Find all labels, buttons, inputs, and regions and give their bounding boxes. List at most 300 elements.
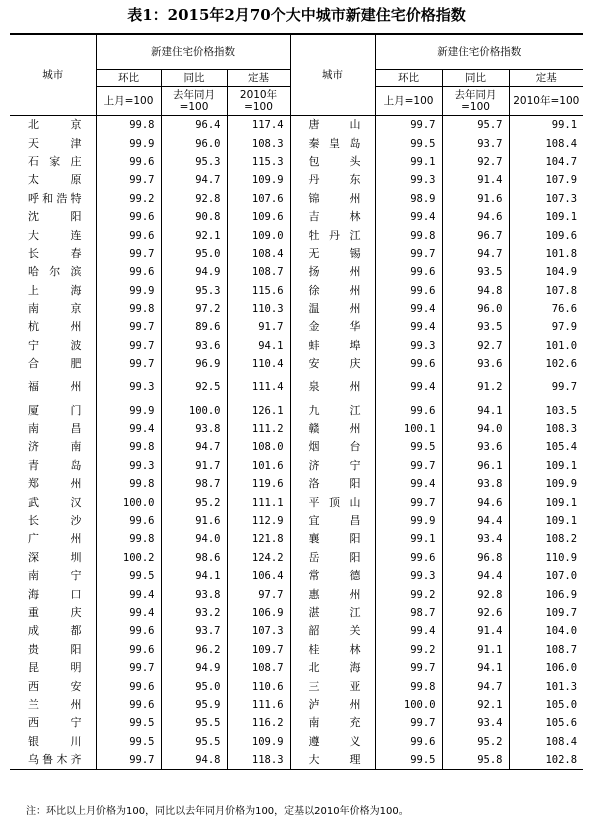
left-mom-cell: 99.8	[96, 438, 161, 456]
left-city-cell: 南 宁	[10, 567, 96, 585]
left-base-cell: 111.2	[227, 420, 290, 438]
right-yoy-cell: 94.4	[442, 512, 509, 530]
left-base-cell: 115.6	[227, 282, 290, 300]
left-base-cell: 107.6	[227, 190, 290, 208]
left-yoy-cell: 92.5	[161, 373, 227, 401]
right-city-cell: 徐 州	[290, 282, 375, 300]
right-mom-cell: 99.6	[375, 549, 442, 567]
left-base-cell: 108.4	[227, 245, 290, 263]
left-base-cell: 112.9	[227, 512, 290, 530]
left-yoy-cell: 93.8	[161, 585, 227, 603]
right-yoy-cell: 94.8	[442, 282, 509, 300]
left-yoy-cell: 100.0	[161, 401, 227, 419]
left-mom-cell: 99.9	[96, 282, 161, 300]
right-base-cell: 101.3	[545, 680, 578, 693]
left-city-cell: 沈 阳	[10, 208, 96, 226]
left-yoy-cell: 94.7	[161, 171, 227, 189]
right-city-cell: 吉 林	[290, 208, 375, 226]
left-mom-cell: 99.9	[96, 134, 161, 152]
right-base-cell: 109.9	[545, 478, 578, 491]
table-row	[10, 337, 583, 355]
left-city-cell: 长 沙	[10, 512, 96, 530]
left-mom-cell: 99.7	[96, 245, 161, 263]
right-city-cell: 桂 林	[290, 641, 375, 659]
table-row	[10, 420, 583, 438]
right-base-cell: 108.3	[545, 423, 578, 436]
left-city-cell: 兰 州	[10, 696, 96, 714]
left-mom-cell: 99.7	[96, 751, 161, 770]
table-row	[10, 530, 583, 548]
table-row	[10, 373, 583, 401]
left-city-cell: 西 安	[10, 677, 96, 695]
right-city-cell: 济 宁	[290, 457, 375, 475]
left-mom-cell: 99.3	[96, 373, 161, 401]
table-row	[10, 263, 583, 281]
right-mom-cell: 99.6	[375, 401, 442, 419]
left-city-cell: 武 汉	[10, 493, 96, 511]
right-base-cell: 99.1	[551, 119, 578, 132]
right-base-cell: 109.1	[545, 459, 578, 472]
right-yoy-cell: 92.1	[442, 696, 509, 714]
right-base-cell: 104.9	[545, 266, 578, 279]
right-yoy-cell: 94.4	[442, 567, 509, 585]
right-mom-cell: 99.4	[375, 208, 442, 226]
left-base-cell: 111.1	[227, 493, 290, 511]
right-city-cell: 北 海	[290, 659, 375, 677]
left-mom-cell: 99.4	[96, 585, 161, 603]
table-row	[10, 300, 583, 318]
left-mom-cell: 99.8	[96, 300, 161, 318]
right-mom-cell: 98.9	[375, 190, 442, 208]
left-base-cell: 110.4	[227, 355, 290, 373]
right-yoy-cell: 96.8	[442, 549, 509, 567]
left-mom-cell: 99.6	[96, 696, 161, 714]
left-base-cell: 97.7	[227, 585, 290, 603]
right-city-cell: 大 理	[290, 751, 375, 770]
right-base-cell: 103.5	[545, 404, 578, 417]
left-base-cell: 109.7	[227, 641, 290, 659]
right-city-cell: 遵 义	[290, 733, 375, 751]
right-base-cell: 108.4	[545, 137, 578, 150]
left-base-cell: 109.9	[227, 171, 290, 189]
right-yoy-cell: 91.6	[442, 190, 509, 208]
right-base-cell: 107.8	[545, 284, 578, 297]
left-mom-cell: 99.8	[96, 530, 161, 548]
right-base-cell: 104.7	[545, 155, 578, 168]
left-base-cell: 115.3	[227, 153, 290, 171]
right-mom-cell: 99.2	[375, 585, 442, 603]
left-mom-cell: 99.6	[96, 622, 161, 640]
right-mom-cell: 99.6	[375, 263, 442, 281]
mom-sub-left: 上月=100	[96, 87, 161, 116]
left-mom-cell: 99.6	[96, 153, 161, 171]
right-city-cell: 蚌 埠	[290, 337, 375, 355]
right-yoy-cell: 93.7	[442, 134, 509, 152]
left-base-cell: 126.1	[227, 401, 290, 419]
mom-header-left: 环比	[96, 70, 161, 87]
group-header-left: 新建住宅价格指数	[96, 34, 290, 70]
left-mom-cell: 99.7	[96, 659, 161, 677]
table-row	[10, 604, 583, 622]
right-city-cell: 烟 台	[290, 438, 375, 456]
right-city-cell: 襄 阳	[290, 530, 375, 548]
left-base-cell: 124.2	[227, 549, 290, 567]
left-base-cell: 107.3	[227, 622, 290, 640]
table-row	[10, 641, 583, 659]
right-city-cell: 三 亚	[290, 677, 375, 695]
right-base-cell: 76.6	[551, 303, 578, 316]
left-city-cell: 西 宁	[10, 714, 96, 732]
right-base-cell: 101.0	[545, 339, 578, 352]
group-header-right: 新建住宅价格指数	[375, 34, 583, 70]
table-row	[10, 733, 583, 751]
right-yoy-cell: 93.4	[442, 530, 509, 548]
right-city-cell: 湛 江	[290, 604, 375, 622]
left-mom-cell: 99.7	[96, 171, 161, 189]
right-yoy-cell: 94.6	[442, 493, 509, 511]
right-mom-cell: 99.7	[375, 659, 442, 677]
left-city-cell: 南 昌	[10, 420, 96, 438]
right-yoy-cell: 94.6	[442, 208, 509, 226]
right-mom-cell: 99.5	[375, 134, 442, 152]
right-yoy-cell: 93.6	[442, 438, 509, 456]
left-yoy-cell: 92.1	[161, 226, 227, 244]
left-mom-cell: 99.8	[96, 116, 161, 135]
table-row	[10, 714, 583, 732]
right-city-cell: 泸 州	[290, 696, 375, 714]
right-base-cell: 105.4	[545, 441, 578, 454]
right-mom-cell: 99.6	[375, 355, 442, 373]
right-mom-cell: 99.1	[375, 153, 442, 171]
right-city-cell: 九 江	[290, 401, 375, 419]
right-base-cell: 108.7	[545, 643, 578, 656]
left-yoy-cell: 95.0	[161, 677, 227, 695]
left-yoy-cell: 90.8	[161, 208, 227, 226]
footnote: 注：环比以上月价格为100，同比以去年同月价格为100，定基以2010年价格为100。	[26, 806, 409, 817]
left-yoy-cell: 94.9	[161, 263, 227, 281]
base-sub-left: 2010年=100	[227, 87, 290, 116]
right-city-cell: 锦 州	[290, 190, 375, 208]
table-row	[10, 659, 583, 677]
left-city-cell: 深 圳	[10, 549, 96, 567]
right-yoy-cell: 93.8	[442, 475, 509, 493]
right-mom-cell: 99.2	[375, 641, 442, 659]
table-row	[10, 355, 583, 373]
left-yoy-cell: 95.0	[161, 245, 227, 263]
right-mom-cell: 99.4	[375, 475, 442, 493]
left-base-cell: 111.6	[227, 696, 290, 714]
right-yoy-cell: 92.6	[442, 604, 509, 622]
right-city-cell: 丹 东	[290, 171, 375, 189]
right-base-cell: 97.9	[551, 321, 578, 334]
left-yoy-cell: 95.9	[161, 696, 227, 714]
mom-header-right: 环比	[375, 70, 442, 87]
right-base-cell: 109.1	[545, 496, 578, 509]
right-base-cell: 108.2	[545, 533, 578, 546]
right-city-cell: 赣 州	[290, 420, 375, 438]
table-row	[10, 401, 583, 419]
left-city-cell: 银 川	[10, 733, 96, 751]
right-mom-cell: 99.9	[375, 512, 442, 530]
right-yoy-cell: 93.5	[442, 318, 509, 336]
right-mom-cell: 99.7	[375, 457, 442, 475]
table-row	[10, 116, 583, 135]
left-city-cell: 济 南	[10, 438, 96, 456]
left-yoy-cell: 94.8	[161, 751, 227, 770]
right-base-cell: 107.3	[545, 192, 578, 205]
right-yoy-cell: 92.7	[442, 337, 509, 355]
right-mom-cell: 99.8	[375, 226, 442, 244]
right-base-cell: 105.0	[545, 698, 578, 711]
table-row	[10, 134, 583, 152]
left-city-cell: 福 州	[10, 373, 96, 401]
left-base-cell: 109.6	[227, 208, 290, 226]
table-row	[10, 318, 583, 336]
right-yoy-cell: 93.6	[442, 355, 509, 373]
right-city-cell: 泉 州	[290, 373, 375, 401]
table-row	[10, 512, 583, 530]
right-base-cell: 109.1	[545, 211, 578, 224]
left-base-cell: 109.9	[227, 733, 290, 751]
left-yoy-cell: 94.1	[161, 567, 227, 585]
left-base-cell: 108.7	[227, 263, 290, 281]
right-city-cell: 常 德	[290, 567, 375, 585]
left-mom-cell: 99.6	[96, 677, 161, 695]
base-sub-right: 2010年=100	[509, 87, 583, 116]
left-yoy-cell: 97.2	[161, 300, 227, 318]
left-yoy-cell: 93.8	[161, 420, 227, 438]
left-base-cell: 108.3	[227, 134, 290, 152]
base-header-right: 定基	[509, 70, 583, 87]
left-yoy-cell: 96.9	[161, 355, 227, 373]
right-city-cell: 岳 阳	[290, 549, 375, 567]
right-city-cell: 惠 州	[290, 585, 375, 603]
right-city-cell: 扬 州	[290, 263, 375, 281]
table-row	[10, 208, 583, 226]
left-yoy-cell: 94.9	[161, 659, 227, 677]
yoy-sub-right: 去年同月=100	[442, 87, 509, 116]
left-mom-cell: 99.4	[96, 604, 161, 622]
left-yoy-cell: 93.6	[161, 337, 227, 355]
left-city-cell: 昆 明	[10, 659, 96, 677]
table-row	[10, 438, 583, 456]
table-row	[10, 493, 583, 511]
left-yoy-cell: 95.3	[161, 153, 227, 171]
right-city-cell: 洛 阳	[290, 475, 375, 493]
right-yoy-cell: 96.7	[442, 226, 509, 244]
left-city-cell: 合 肥	[10, 355, 96, 373]
left-base-cell: 110.3	[227, 300, 290, 318]
right-base-cell: 110.9	[545, 551, 578, 564]
left-yoy-cell: 91.6	[161, 512, 227, 530]
right-base-cell: 108.4	[545, 735, 578, 748]
right-city-cell: 南 充	[290, 714, 375, 732]
right-base-cell: 101.8	[545, 247, 578, 260]
left-mom-cell: 100.2	[96, 549, 161, 567]
left-city-cell: 大 连	[10, 226, 96, 244]
left-city-cell: 重 庆	[10, 604, 96, 622]
left-city-cell: 上 海	[10, 282, 96, 300]
left-city-cell: 广 州	[10, 530, 96, 548]
right-city-cell: 包 头	[290, 153, 375, 171]
right-yoy-cell: 94.0	[442, 420, 509, 438]
left-base-cell: 101.6	[227, 457, 290, 475]
price-index-table	[10, 33, 583, 770]
left-city-cell: 南 京	[10, 300, 96, 318]
yoy-header-left: 同比	[161, 70, 227, 87]
right-mom-cell: 98.7	[375, 604, 442, 622]
right-city-cell: 唐 山	[290, 116, 375, 135]
right-yoy-cell: 91.1	[442, 641, 509, 659]
left-city-cell: 呼和浩特	[10, 190, 96, 208]
right-yoy-cell: 91.2	[442, 373, 509, 401]
right-yoy-cell: 96.1	[442, 457, 509, 475]
right-base-cell: 106.0	[545, 662, 578, 675]
page-title: 表1：2015年2月70个大中城市新建住宅价格指数	[127, 6, 466, 24]
table-row	[10, 677, 583, 695]
left-mom-cell: 99.6	[96, 226, 161, 244]
left-city-cell: 长 春	[10, 245, 96, 263]
right-yoy-cell: 93.5	[442, 263, 509, 281]
left-yoy-cell: 96.4	[161, 116, 227, 135]
left-base-cell: 91.7	[227, 318, 290, 336]
right-yoy-cell: 95.2	[442, 733, 509, 751]
right-mom-cell: 99.3	[375, 171, 442, 189]
right-base-cell: 99.7	[551, 381, 578, 394]
right-mom-cell: 99.7	[375, 714, 442, 732]
left-mom-cell: 99.4	[96, 420, 161, 438]
right-base-cell: 109.1	[545, 515, 578, 527]
left-yoy-cell: 93.2	[161, 604, 227, 622]
left-base-cell: 106.4	[227, 567, 290, 585]
table-row	[10, 567, 583, 585]
right-base-cell: 105.6	[545, 717, 578, 730]
left-mom-cell: 99.5	[96, 714, 161, 732]
right-base-cell: 107.9	[545, 174, 578, 187]
left-base-cell: 119.6	[227, 475, 290, 493]
right-city-cell: 安 庆	[290, 355, 375, 373]
right-mom-cell: 99.4	[375, 373, 442, 401]
left-city-cell: 乌鲁木齐	[10, 751, 96, 770]
left-mom-cell: 99.2	[96, 190, 161, 208]
right-mom-cell: 99.4	[375, 300, 442, 318]
right-city-cell: 秦皇岛	[290, 134, 375, 152]
left-city-cell: 青 岛	[10, 457, 96, 475]
left-mom-cell: 99.7	[96, 318, 161, 336]
left-city-cell: 成 都	[10, 622, 96, 640]
table-row	[10, 696, 583, 714]
right-city-cell: 金 华	[290, 318, 375, 336]
city-header-left: 城市	[10, 34, 96, 116]
left-mom-cell: 99.6	[96, 641, 161, 659]
right-base-cell: 106.9	[545, 588, 578, 601]
right-base-cell: 109.7	[545, 606, 578, 619]
left-mom-cell: 99.7	[96, 355, 161, 373]
right-city-cell: 韶 关	[290, 622, 375, 640]
right-city-cell: 宜 昌	[290, 512, 375, 530]
right-yoy-cell: 94.1	[442, 659, 509, 677]
right-yoy-cell: 96.0	[442, 300, 509, 318]
left-yoy-cell: 95.5	[161, 714, 227, 732]
right-yoy-cell: 91.4	[442, 171, 509, 189]
left-yoy-cell: 94.7	[161, 438, 227, 456]
table-row	[10, 622, 583, 640]
right-yoy-cell: 92.7	[442, 153, 509, 171]
right-mom-cell: 100.1	[375, 420, 442, 438]
base-header-left: 定基	[227, 70, 290, 87]
left-yoy-cell: 98.7	[161, 475, 227, 493]
left-city-cell: 天 津	[10, 134, 96, 152]
left-base-cell: 108.0	[227, 438, 290, 456]
right-yoy-cell: 93.4	[442, 714, 509, 732]
left-city-cell: 郑 州	[10, 475, 96, 493]
left-base-cell: 118.3	[227, 751, 290, 770]
right-mom-cell: 99.1	[375, 530, 442, 548]
right-city-cell: 温 州	[290, 300, 375, 318]
table-row	[10, 282, 583, 300]
table-row	[10, 171, 583, 189]
left-mom-cell: 99.5	[96, 567, 161, 585]
left-mom-cell: 99.6	[96, 208, 161, 226]
left-mom-cell: 99.6	[96, 263, 161, 281]
right-base-cell: 109.6	[545, 229, 578, 242]
left-city-cell: 北 京	[10, 116, 96, 135]
table-row	[10, 457, 583, 475]
left-base-cell: 121.8	[227, 530, 290, 548]
left-base-cell: 111.4	[227, 373, 290, 401]
right-city-cell: 无 锡	[290, 245, 375, 263]
left-base-cell: 109.0	[227, 226, 290, 244]
table-row	[10, 190, 583, 208]
right-mom-cell: 99.4	[375, 622, 442, 640]
right-mom-cell: 99.3	[375, 567, 442, 585]
left-yoy-cell: 93.7	[161, 622, 227, 640]
right-yoy-cell: 91.4	[442, 622, 509, 640]
right-city-cell: 平顶山	[290, 493, 375, 511]
right-yoy-cell: 92.8	[442, 585, 509, 603]
left-mom-cell: 99.5	[96, 733, 161, 751]
right-mom-cell: 100.0	[375, 696, 442, 714]
right-yoy-cell: 94.7	[442, 245, 509, 263]
left-yoy-cell: 94.0	[161, 530, 227, 548]
table-row	[10, 245, 583, 263]
right-mom-cell: 99.7	[375, 245, 442, 263]
left-base-cell: 94.1	[227, 337, 290, 355]
right-base-cell: 102.6	[545, 358, 578, 371]
left-city-cell: 石家庄	[10, 153, 96, 171]
left-mom-cell: 99.9	[96, 401, 161, 419]
left-city-cell: 海 口	[10, 585, 96, 603]
left-base-cell: 106.9	[227, 604, 290, 622]
right-yoy-cell: 94.7	[442, 677, 509, 695]
left-city-cell: 厦 门	[10, 401, 96, 419]
left-yoy-cell: 98.6	[161, 549, 227, 567]
left-city-cell: 杭 州	[10, 318, 96, 336]
left-yoy-cell: 96.0	[161, 134, 227, 152]
right-base-cell: 107.0	[545, 570, 578, 583]
left-base-cell: 110.6	[227, 677, 290, 695]
left-yoy-cell: 89.6	[161, 318, 227, 336]
right-mom-cell: 99.3	[375, 337, 442, 355]
left-yoy-cell: 95.3	[161, 282, 227, 300]
right-mom-cell: 99.4	[375, 318, 442, 336]
left-city-cell: 贵 阳	[10, 641, 96, 659]
left-base-cell: 117.4	[227, 116, 290, 135]
right-base-cell: 104.0	[545, 625, 578, 638]
left-yoy-cell: 91.7	[161, 457, 227, 475]
left-mom-cell: 99.8	[96, 475, 161, 493]
mom-sub-right: 上月=100	[375, 87, 442, 116]
